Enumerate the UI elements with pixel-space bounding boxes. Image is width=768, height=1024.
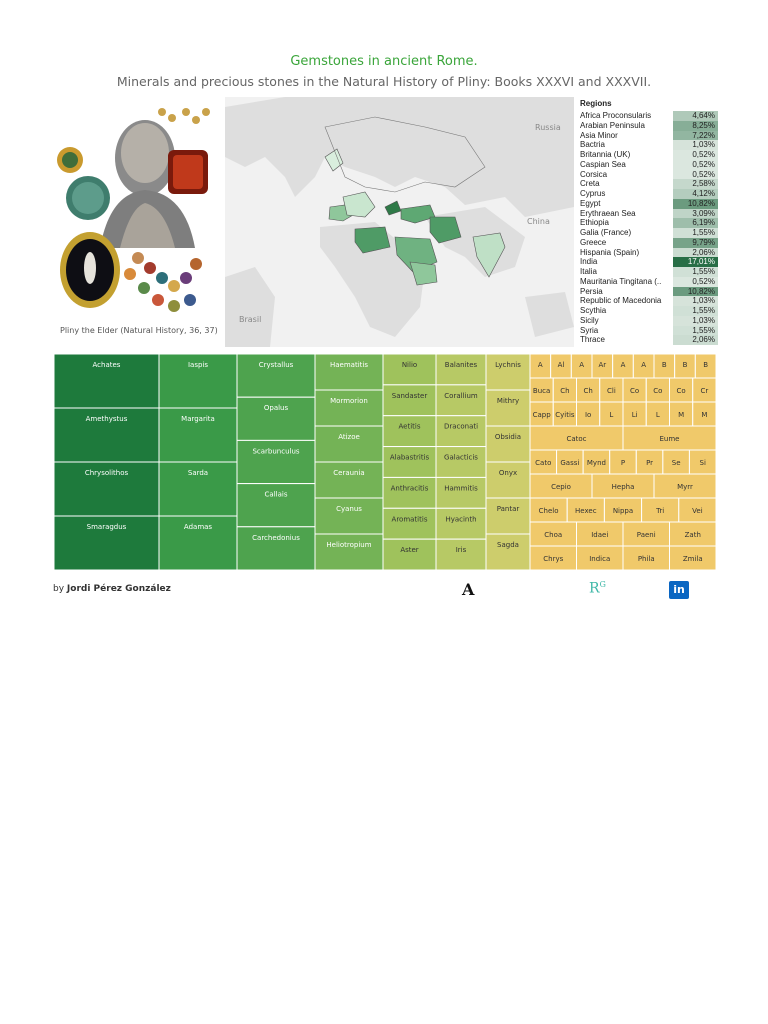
region-value: 0,52% — [673, 160, 718, 170]
treemap-tile-label: Aster — [400, 546, 419, 555]
treemap-tile-label: Nippa — [612, 507, 634, 515]
treemap-tile-label: Galacticis — [444, 453, 478, 462]
treemap-tile[interactable] — [315, 498, 383, 534]
treemap-tile-label: Pantar — [496, 505, 520, 513]
treemap-tile-label: Corallium — [444, 391, 478, 400]
treemap-tile-label: Si — [699, 459, 706, 467]
region-value: 10,82% — [673, 199, 718, 209]
chart-subtitle: Minerals and precious stones in the Natural History of Pliny: Books XXXVI and XXXVII. — [116, 74, 652, 89]
region-row — [580, 326, 718, 336]
region-value: 1,03% — [673, 296, 718, 306]
treemap-tile-label: Sandaster — [391, 391, 428, 400]
region-name: Asia Minor — [580, 130, 618, 140]
treemap-tile-label: Sarda — [187, 469, 209, 477]
treemap-tile-label: Phila — [637, 555, 655, 563]
researchgate-glyph: R — [589, 580, 600, 597]
treemap-tile[interactable] — [383, 385, 436, 416]
region-name: Africa Proconsularis — [580, 111, 652, 120]
treemap-tile-label: Gassi — [560, 459, 580, 467]
region-value: 0,52% — [673, 277, 718, 287]
gemstone-treemap[interactable] — [54, 354, 716, 570]
region-value: 7,22% — [673, 131, 718, 141]
region-name: Bactria — [580, 140, 605, 150]
treemap-tile-label: Li — [631, 411, 638, 419]
region-name: India — [580, 257, 598, 267]
region-name: Ethiopia — [580, 218, 609, 228]
treemap-tile-label: Vei — [692, 507, 703, 515]
region-value: 0,52% — [673, 150, 718, 160]
treemap-tile-label: Hammitis — [444, 484, 478, 493]
treemap-tile-label: Mormorion — [330, 397, 368, 405]
region-row — [580, 296, 718, 306]
treemap-tile-label: Zmila — [682, 555, 703, 563]
region-name: Galia (France) — [580, 228, 632, 237]
region-name: Persia — [580, 286, 603, 296]
treemap-tile-label: Chelo — [538, 507, 559, 515]
map-label-brasil: Brasil — [239, 315, 262, 324]
treemap-tile-label: Balanites — [444, 361, 478, 369]
treemap-tile-label: Onyx — [498, 469, 518, 477]
treemap-tile-label: Pr — [646, 459, 654, 467]
treemap-tile-label: Co — [653, 387, 663, 395]
treemap-tile-label: Callais — [264, 490, 288, 499]
treemap-tile-label: Draconati — [443, 422, 479, 431]
author-credit — [53, 584, 171, 594]
treemap-tile[interactable] — [436, 385, 486, 416]
region-row — [580, 140, 718, 150]
treemap-tile-label: Haematitis — [330, 361, 368, 369]
treemap-tile[interactable] — [486, 354, 530, 390]
portrait-caption: Pliny the Elder (Natural History, 36, 37) — [60, 326, 218, 335]
region-name: Caspian Sea — [580, 159, 626, 169]
treemap-tile[interactable] — [436, 416, 486, 447]
region-row — [580, 267, 718, 277]
treemap-tile-label: Amethystus — [85, 415, 128, 423]
treemap-tile-label: Heliotropium — [326, 541, 372, 549]
treemap-tile-label: Ceraunia — [333, 469, 365, 477]
region-name: Erythraean Sea — [580, 208, 636, 218]
pliny-portrait-image — [50, 98, 220, 320]
world-map[interactable] — [225, 97, 574, 347]
treemap-tile[interactable] — [436, 447, 486, 478]
region-row — [580, 257, 718, 267]
treemap-tile[interactable] — [436, 508, 486, 539]
treemap-tile-label: Aromatitis — [391, 515, 428, 524]
treemap-tile-label: Zath — [684, 531, 701, 539]
researchgate-sup: G — [599, 580, 606, 589]
region-value: 1,03% — [673, 316, 718, 326]
treemap-tile-label: Indica — [589, 555, 611, 563]
region-value: 2,58% — [673, 179, 718, 189]
region-name: Greece — [580, 237, 607, 247]
region-name: Italia — [580, 267, 597, 276]
treemap-tile[interactable] — [436, 539, 486, 570]
region-row — [580, 316, 718, 326]
region-name: Arabian Peninsula — [580, 120, 645, 130]
treemap-tile-label: B — [661, 361, 667, 369]
map-label-russia: Russia — [535, 123, 561, 132]
region-row — [580, 306, 718, 316]
treemap-tile-label: Cato — [535, 459, 552, 467]
region-name: Cyprus — [580, 189, 606, 198]
treemap-tile-label: B — [682, 361, 688, 369]
treemap-tile[interactable] — [383, 539, 436, 570]
region-row — [580, 111, 718, 121]
treemap-tile-label: L — [609, 411, 614, 419]
treemap-tile-label: Scarbunculus — [252, 447, 300, 456]
treemap-tile[interactable] — [436, 477, 486, 508]
treemap-tile-label: A — [537, 361, 543, 369]
region-value: 2,06% — [673, 248, 718, 258]
treemap-tile[interactable] — [383, 354, 436, 385]
author-name: Jordi Pérez González — [66, 584, 171, 594]
treemap-tile-label: Aetitis — [398, 422, 421, 431]
region-row — [580, 160, 718, 170]
treemap-tile-label: Lychnis — [495, 361, 521, 369]
treemap-tile[interactable] — [315, 462, 383, 498]
treemap-tile[interactable] — [383, 508, 436, 539]
region-row — [580, 189, 718, 199]
region-value: 1,55% — [673, 326, 718, 336]
treemap-tile-label: Cyitis — [555, 411, 575, 419]
treemap-tile[interactable] — [315, 390, 383, 426]
region-row — [580, 179, 718, 189]
region-value: 2,06% — [673, 335, 718, 345]
treemap-tile[interactable] — [486, 498, 530, 534]
treemap-tile[interactable] — [315, 426, 383, 462]
academia-icon[interactable]: A — [462, 580, 475, 599]
treemap-tile-label: Chrys — [543, 555, 564, 563]
treemap-tile-label: Chrysolithos — [84, 469, 129, 477]
treemap-tile-label: Margarita — [181, 415, 215, 423]
treemap-tile-label: B — [703, 361, 709, 369]
treemap-tile-label: Iris — [455, 546, 467, 555]
treemap-tile-label: M — [701, 411, 708, 419]
treemap-tile-label: Ch — [583, 387, 593, 395]
treemap-tile[interactable] — [436, 354, 486, 385]
region-name: Scythia — [580, 306, 607, 315]
treemap-tile-label: Carchedonius — [252, 533, 300, 542]
treemap-tile-label: Achates — [92, 361, 121, 369]
treemap-tile-label: Iaspis — [187, 361, 209, 369]
region-value: 1,03% — [673, 140, 718, 150]
region-row — [580, 170, 718, 180]
treemap-tile-label: Io — [584, 411, 592, 419]
region-value: 3,09% — [673, 209, 718, 219]
treemap-tile-label: Cr — [700, 387, 709, 395]
treemap-tile-label: Catoc — [566, 435, 587, 443]
treemap-tile-label: Idaei — [591, 531, 609, 539]
treemap-tile-label: M — [678, 411, 685, 419]
region-name: Mauritania Tingitana (.. — [580, 276, 662, 286]
treemap-tile-label: Alabastritis — [389, 453, 430, 462]
treemap-tile[interactable] — [383, 416, 436, 447]
region-row — [580, 121, 718, 131]
treemap-tile-label: Hepha — [611, 483, 635, 491]
treemap-tile-label: Co — [630, 387, 640, 395]
treemap-tile-label: Atizoe — [338, 433, 360, 441]
region-row — [580, 150, 718, 160]
treemap-tile-label: Smaragdus — [86, 523, 127, 531]
region-name: Creta — [580, 179, 600, 189]
regions-header: Regions — [580, 99, 612, 108]
treemap-tile-label: Choa — [544, 531, 563, 539]
region-name: Corsica — [580, 169, 608, 179]
region-value: 17,01% — [673, 257, 718, 267]
treemap-tile-label: Tri — [656, 507, 665, 515]
region-row — [580, 335, 718, 345]
region-value: 4,64% — [673, 111, 718, 121]
treemap-tile-label: L — [655, 411, 660, 419]
treemap-tile-label: Anthracitis — [390, 484, 429, 493]
regions-table — [580, 99, 718, 345]
treemap-tile[interactable] — [383, 477, 436, 508]
region-value: 4,12% — [673, 189, 718, 199]
region-name: Hispania (Spain) — [580, 247, 640, 257]
map-label-china: China — [527, 217, 550, 226]
region-name: Thrace — [580, 335, 605, 345]
treemap-tile-label: Paeni — [636, 531, 656, 539]
treemap-tile-label: P — [620, 459, 626, 467]
treemap-tile-label: Capp — [532, 411, 551, 419]
treemap-tile-label: Cli — [606, 387, 616, 395]
author-by: by — [53, 584, 65, 594]
researchgate-icon[interactable] — [589, 580, 606, 597]
region-row — [580, 228, 718, 238]
region-name: Republic of Macedonia — [580, 296, 662, 306]
region-row — [580, 131, 718, 141]
treemap-tile-label: Obsidia — [494, 433, 522, 441]
treemap-tile-label: Myrr — [677, 483, 693, 491]
region-value: 1,55% — [673, 228, 718, 238]
region-row — [580, 277, 718, 287]
treemap-tile-label: A — [641, 361, 647, 369]
treemap-tile-label: Opalus — [263, 404, 289, 413]
treemap-tile-label: Cyanus — [336, 505, 362, 513]
treemap-tile-label: Se — [671, 459, 681, 467]
treemap-tile[interactable] — [486, 534, 530, 570]
region-name: Syria — [580, 325, 599, 335]
linkedin-icon[interactable]: in — [669, 581, 689, 599]
treemap-tile-label: A — [579, 361, 585, 369]
treemap-tile[interactable] — [486, 462, 530, 498]
region-name: Sicily — [580, 315, 599, 325]
treemap-tile-label: Eume — [659, 435, 680, 443]
region-row — [580, 238, 718, 248]
treemap-tile-label: Sagda — [497, 541, 519, 549]
treemap-tile-label: Mynd — [586, 459, 606, 467]
treemap-tile-label: A — [620, 361, 626, 369]
region-value: 1,55% — [673, 306, 718, 316]
region-row — [580, 209, 718, 219]
region-value: 0,52% — [673, 170, 718, 180]
treemap-tile-label: Ar — [598, 361, 607, 369]
treemap-tile-label: Buca — [532, 387, 551, 395]
treemap-tile[interactable] — [486, 390, 530, 426]
treemap-tile-label: Ch — [560, 387, 570, 395]
region-value: 10,82% — [673, 287, 718, 297]
treemap-tile-label: Mithry — [496, 397, 520, 405]
treemap-tile-label: Hyacinth — [445, 515, 477, 524]
treemap-tile-label: Nilio — [401, 361, 418, 369]
region-value: 9,79% — [673, 238, 718, 248]
treemap-tile[interactable] — [383, 447, 436, 478]
treemap-tile-label: Al — [557, 361, 565, 369]
treemap-tile[interactable] — [315, 354, 383, 390]
region-row — [580, 248, 718, 258]
treemap-tile-label: Hexec — [575, 507, 597, 515]
region-value: 8,25% — [673, 121, 718, 131]
region-name: Egypt — [580, 198, 601, 208]
treemap-tile-label: Cepio — [551, 483, 571, 491]
region-value: 1,55% — [673, 267, 718, 277]
treemap-tile[interactable] — [486, 426, 530, 462]
treemap-tile-label: Crystallus — [258, 361, 294, 369]
region-row — [580, 218, 718, 228]
treemap-tile-label: Adamas — [183, 523, 213, 531]
treemap-tile-label: Co — [676, 387, 686, 395]
region-row — [580, 287, 718, 297]
chart-title: Gemstones in ancient Rome. — [290, 54, 478, 69]
region-row — [580, 199, 718, 209]
region-name: Britannia (UK) — [580, 150, 631, 159]
region-value: 6,19% — [673, 218, 718, 228]
treemap-tile[interactable] — [315, 534, 383, 570]
